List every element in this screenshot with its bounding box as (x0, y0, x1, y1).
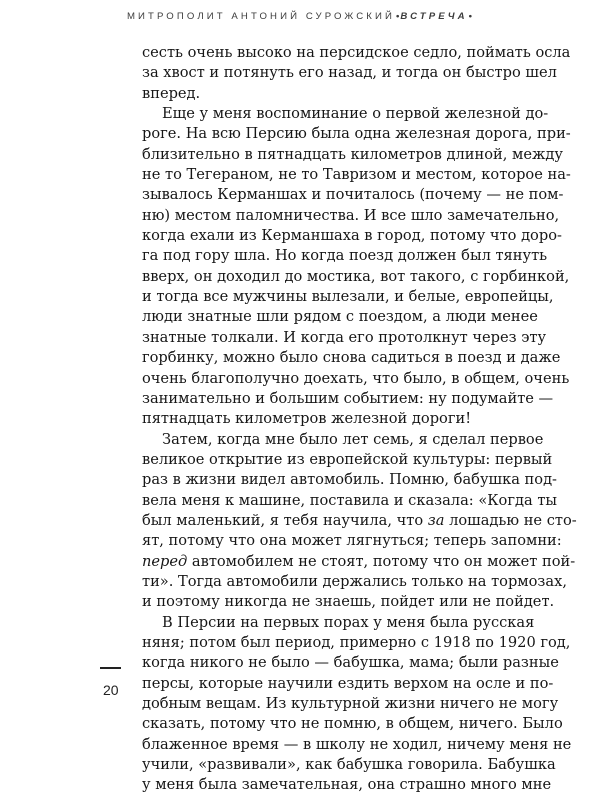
text-line: ню) местом паломничества. И все шло замечательно, (142, 206, 560, 224)
text-line: не то Тегераном, не то Тавризом и местом, которое на- (142, 166, 571, 184)
text-line: великое открытие из европейской культуры: первый (142, 450, 553, 468)
text-line: раз в жизни видел автомобиль. Помню, бабушка под- (142, 471, 557, 489)
text-line: знатные толкали. И когда его протолкнут через эту (142, 328, 547, 346)
running-head (0, 11, 600, 22)
header-separator-left: • (395, 11, 400, 22)
text-line: вверх, он доходил до мостика, вот такого, с горбинкой, (142, 267, 570, 285)
text-line: няня; потом был период, примерно с 1918 по 1920 год, (142, 633, 571, 651)
text-line: ят, потому что она может лягнуться; теперь запомни: (142, 532, 562, 550)
text-line: и тогда все мужчины вылезали, и белые, европейцы, (142, 288, 554, 306)
text-line: был маленький, я тебя научила, что за лошадью не сто- (142, 511, 577, 529)
text-line: га под гору шла. Но когда поезд должен был тянуть (142, 247, 548, 265)
text-line: Затем, когда мне было лет семь, я сделал первое (162, 430, 544, 448)
text-line: очень благополучно доехать, что было, в общем, очень (142, 369, 570, 387)
text-line: когда никого не было — бабушка, мама; были разные (142, 654, 559, 672)
text-line: перед автомобилем не стоят, потому что он может пой- (142, 552, 576, 570)
text-line: пятнадцать километров железной дороги! (142, 410, 472, 428)
text-line: близительно в пятнадцать километров длиной, между (142, 145, 564, 163)
text-line: роге. На всю Персию была одна железная дорога, при- (142, 125, 571, 143)
text-line: добным вещам. Из культурной жизни ничего не могу (142, 695, 559, 712)
body-text (142, 43, 577, 796)
text-line: люди знатные шли рядом с поездом, а люди менее (142, 308, 538, 326)
text-line: сесть очень высоко на персидское седло, поймать осла (142, 44, 571, 61)
text-line: Еще у меня воспоминание о первой железной до- (162, 105, 549, 123)
text-line: горбинку, можно было снова садиться в поезд и даже (142, 349, 561, 367)
header-author: МИТРОПОЛИТ АНТОНИЙ СУРОЖСКИЙ (126, 11, 395, 22)
text-line: когда ехали из Керманшаха в город, потому что доро- (142, 227, 562, 245)
text-line: персы, которые научили ездить верхом на осле и по- (142, 674, 554, 692)
text-line: блаженное время — в школу не ходил, ничему меня не (142, 735, 572, 753)
header-book-title: ВСТРЕЧА (400, 11, 468, 22)
text-line: за хвост и потянуть его назад, и тогда он быстро шел (142, 64, 557, 82)
text-line: вперед. (142, 84, 201, 102)
text-line: учили, «развивали», как бабушка говорила. Бабушка (142, 756, 556, 774)
text-line: и поэтому никогда не знаешь, пойдет или не пойдет. (142, 593, 555, 611)
text-line: зывалось Керманшах и почиталось (почему — не пом- (142, 186, 564, 204)
text-line: сказать, потому что не помню, в общем, ничего. Было (142, 715, 563, 733)
header-separator-right: • (468, 11, 473, 22)
text-line: ти». Тогда автомобили держались только на тормозах, (142, 572, 567, 590)
text-line: В Персии на первых порах у меня была русская (162, 613, 535, 631)
text-line: занимательно и большим событием: ну подумайте — (142, 389, 554, 407)
text-line: у меня была замечательная, она страшно много мне (142, 776, 552, 794)
page-number: 20 (103, 682, 119, 698)
text-line: вела меня к машине, поставила и сказала: «Когда ты (142, 491, 558, 509)
folio-rule (100, 667, 121, 669)
